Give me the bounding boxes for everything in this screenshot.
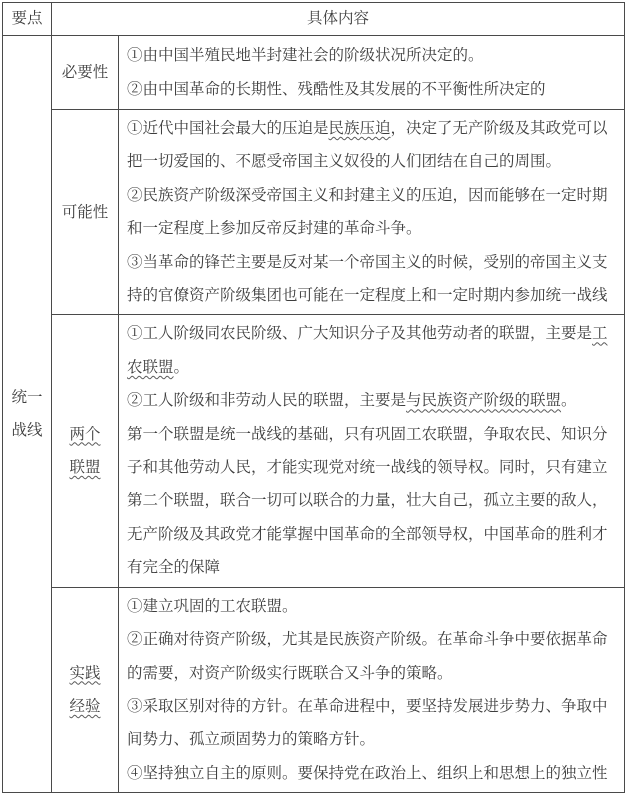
content-text: ②正确对待资产阶级，尤其是民族资产阶级。在革命斗争中要依据革命的需要，对资产阶级实行既联合又斗争的策略。: [127, 631, 608, 682]
table-row-possibility: [3, 110, 625, 315]
content-paragraph: [127, 623, 619, 690]
row-label-text: 实践: [69, 664, 101, 682]
content-text: ①工人阶级同农民阶级、广大知识分子及其他劳动者的联盟，主要是: [127, 325, 593, 343]
content-text: ②民族资产阶级深受帝国主义和封建主义的压迫，因而能够在一定时期和一定程度上参加反帝反封建的革命斗争。: [127, 186, 608, 238]
content-paragraph: [127, 757, 619, 790]
content-paragraph: [127, 246, 619, 313]
row-label-necessity: [52, 36, 119, 110]
content-text: ①建立巩固的工农联盟。: [127, 597, 298, 615]
group-label-united-front: [3, 36, 52, 793]
content-text: 。: [173, 358, 190, 376]
united-front-summary-table: [2, 2, 625, 793]
group-label-line: 统一: [11, 388, 43, 406]
row-content-practical-experience: [119, 587, 625, 792]
row-content-two-alliances: [119, 315, 625, 587]
row-content-necessity: [119, 36, 625, 110]
group-label-line: 战线: [11, 422, 43, 440]
content-paragraph: [127, 317, 619, 384]
content-paragraph: [127, 73, 619, 106]
content-paragraph: [127, 590, 619, 623]
key-term-underlined: 与民族资产阶级的联盟: [406, 392, 562, 410]
content-text: ③当革命的锋芒主要是反对某一个帝国主义的时候，受别的帝国主义支持的官僚资产阶级集团也可能在一定程度上和一定时期内参加统一战线: [127, 253, 608, 305]
row-label-text: 联盟: [69, 459, 101, 477]
content-paragraph: [127, 112, 619, 179]
content-paragraph: [127, 384, 619, 417]
content-paragraph: [127, 39, 619, 72]
row-label-practical-experience: [52, 587, 119, 792]
row-label-text: 可能性: [61, 203, 109, 221]
row-label-text: 两个: [69, 425, 101, 443]
content-paragraph: [127, 179, 619, 246]
table-row-two-alliances: [3, 315, 625, 587]
header-content: 具体内容: [52, 3, 625, 36]
content-text: ②由中国革命的长期性、残酷性及其发展的不平衡性所决定的: [127, 80, 546, 98]
content-text: ，决定了无产阶级及其政党可以把一切爱国的、不愿受帝国主义奴役的人们团结在自己的周围。: [127, 120, 608, 171]
key-term-underlined: 工农联盟: [127, 325, 608, 376]
content-text: 。: [561, 392, 577, 410]
content-text: ③采取区别对待的方针。在革命进程中，要坚持发展进步势力、争取中间势力、孤立顽固势力的策略方针。: [127, 697, 608, 749]
row-label-possibility: [52, 110, 119, 315]
table-header-row: [3, 3, 625, 36]
content-text: ①近代中国社会最大的压迫是: [127, 120, 329, 137]
content-text: 第一个联盟是统一战线的基础，只有巩固工农联盟，争取农民、知识分子和其他劳动人民，才能实现党对统一战线的领导权。同时，只有建立第二个联盟，联合一切可以联合的力量，壮大自己，孤立主要的敌人，无产阶级及其政党才能掌握中国革命的全部领导权，中国革命的胜利才有完全的保障: [127, 425, 608, 577]
key-term-underlined: 民族压迫: [328, 120, 391, 137]
content-paragraph: [127, 418, 619, 585]
table-row-practical-experience: [3, 587, 625, 792]
content-text: ②工人阶级和非劳动人民的联盟，主要是: [127, 392, 407, 410]
content-paragraph: [127, 690, 619, 757]
header-keypoints: 要点: [3, 3, 52, 36]
content-text: ①由中国半殖民地半封建社会的阶级状况所决定的。: [127, 47, 484, 65]
row-label-two-alliances: [52, 315, 119, 587]
row-label-text: 必要性: [61, 63, 109, 81]
row-content-possibility: [119, 110, 625, 315]
table-row-necessity: [3, 36, 625, 110]
row-label-text: 经验: [69, 697, 101, 715]
content-text: ④坚持独立自主的原则。要保持党在政治上、组织上和思想上的独立性: [127, 764, 608, 782]
